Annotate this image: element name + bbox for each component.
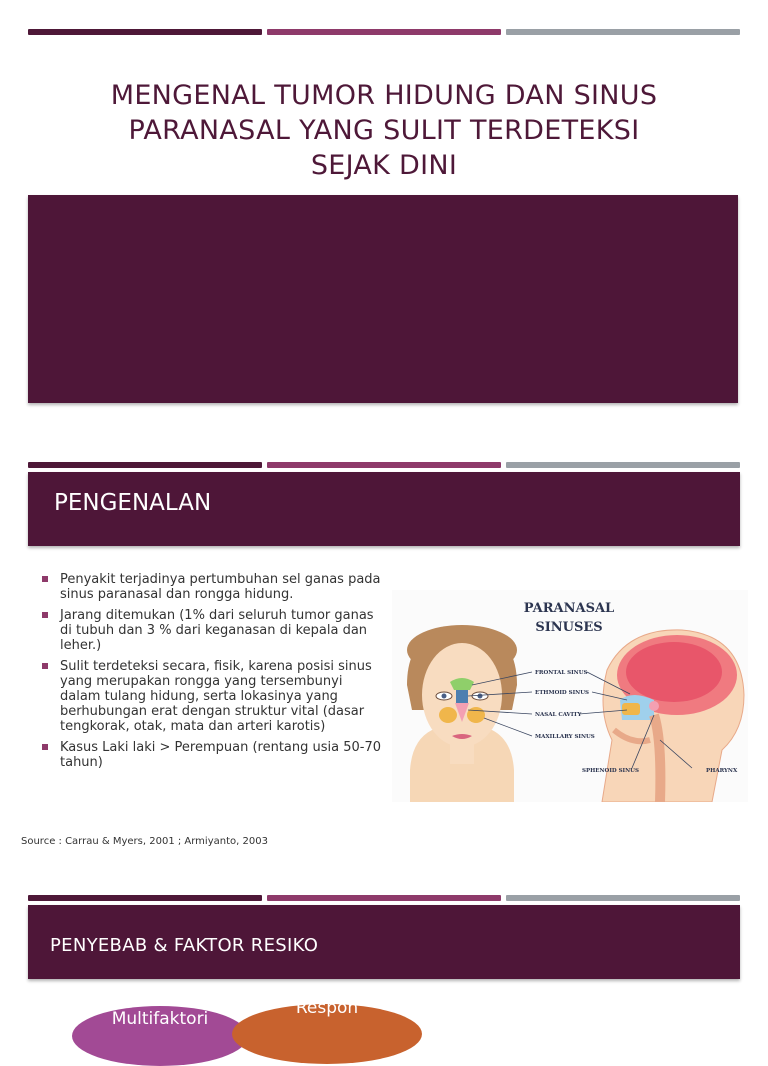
- label-nasal-cavity: NASAL CAVITY: [535, 712, 582, 718]
- label-sphenoid-sinus: SPHENOID SINUS: [582, 768, 639, 774]
- illustration-title-line1: PARANASAL: [523, 601, 615, 616]
- ellipse-label: Multifaktori: [111, 1009, 209, 1029]
- slide-heading: PENGENALAN: [54, 490, 212, 516]
- accent-bar-mid: [267, 462, 501, 468]
- label-ethmoid-sinus: ETHMOID SINUS: [535, 690, 589, 696]
- bullet-square-icon: [42, 576, 48, 582]
- accent-bar-grey: [506, 29, 740, 35]
- accent-bar-dark: [28, 895, 262, 901]
- heading-band: [28, 905, 740, 979]
- list-item: [40, 740, 382, 770]
- list-item: [40, 659, 382, 734]
- label-maxillary-sinus: MAXILLARY SINUS: [535, 734, 595, 740]
- bullet-text: Kasus Laki laki > Perempuan (rentang usia 50-70 tahun): [60, 740, 382, 770]
- slide-heading: PENYEBAB & FAKTOR RESIKO: [50, 935, 319, 956]
- paranasal-sinuses-illustration: [392, 590, 748, 802]
- bullet-square-icon: [42, 612, 48, 618]
- bullet-square-icon: [42, 663, 48, 669]
- illustration-title-line2: SINUSES: [535, 620, 603, 635]
- accent-bar-mid: [267, 29, 501, 35]
- bullet-text: Jarang ditemukan (1% dari seluruh tumor ganas di tubuh dan 3 % dari keganasan di kepala dan leher.): [60, 608, 374, 653]
- bullet-square-icon: [42, 744, 48, 750]
- ellipse-label: Respon: [295, 998, 359, 1018]
- accent-bar-mid: [267, 895, 501, 901]
- list-item: [40, 608, 382, 653]
- factor-ellipse-respon: [232, 998, 422, 1064]
- title-band: [28, 195, 738, 403]
- list-item: [40, 572, 382, 602]
- bullet-list: [40, 572, 382, 776]
- accent-bar-dark: [28, 462, 262, 468]
- slide-title: MENGENAL TUMOR HIDUNG DAN SINUS PARANASAL YANG SULIT TERDETEKSI SEJAK DINI: [110, 80, 658, 181]
- source-citation: Source : Carrau & Myers, 2001 ; Armiyanto, 2003: [21, 836, 268, 847]
- label-frontal-sinus: FRONTAL SINUS: [535, 670, 588, 676]
- accent-bar-grey: [506, 462, 740, 468]
- factor-ellipse-multifaktorial: [72, 1006, 248, 1066]
- accent-bar-dark: [28, 29, 262, 35]
- accent-bar-grey: [506, 895, 740, 901]
- bullet-text: Sulit terdeteksi secara, fisik, karena posisi sinus yang merupakan rongga yang tersembunyi dalam tulang hidung, serta lokasinya yang berhubungan erat dengan struktur vital (dasar tengkorak, otak, mata dan arteri karotis): [60, 659, 372, 734]
- heading-band: [28, 472, 740, 546]
- label-pharynx: PHARYNX: [706, 768, 738, 774]
- bullet-text: Penyakit terjadinya pertumbuhan sel ganas pada sinus paranasal dan rongga hidung.: [60, 572, 381, 602]
